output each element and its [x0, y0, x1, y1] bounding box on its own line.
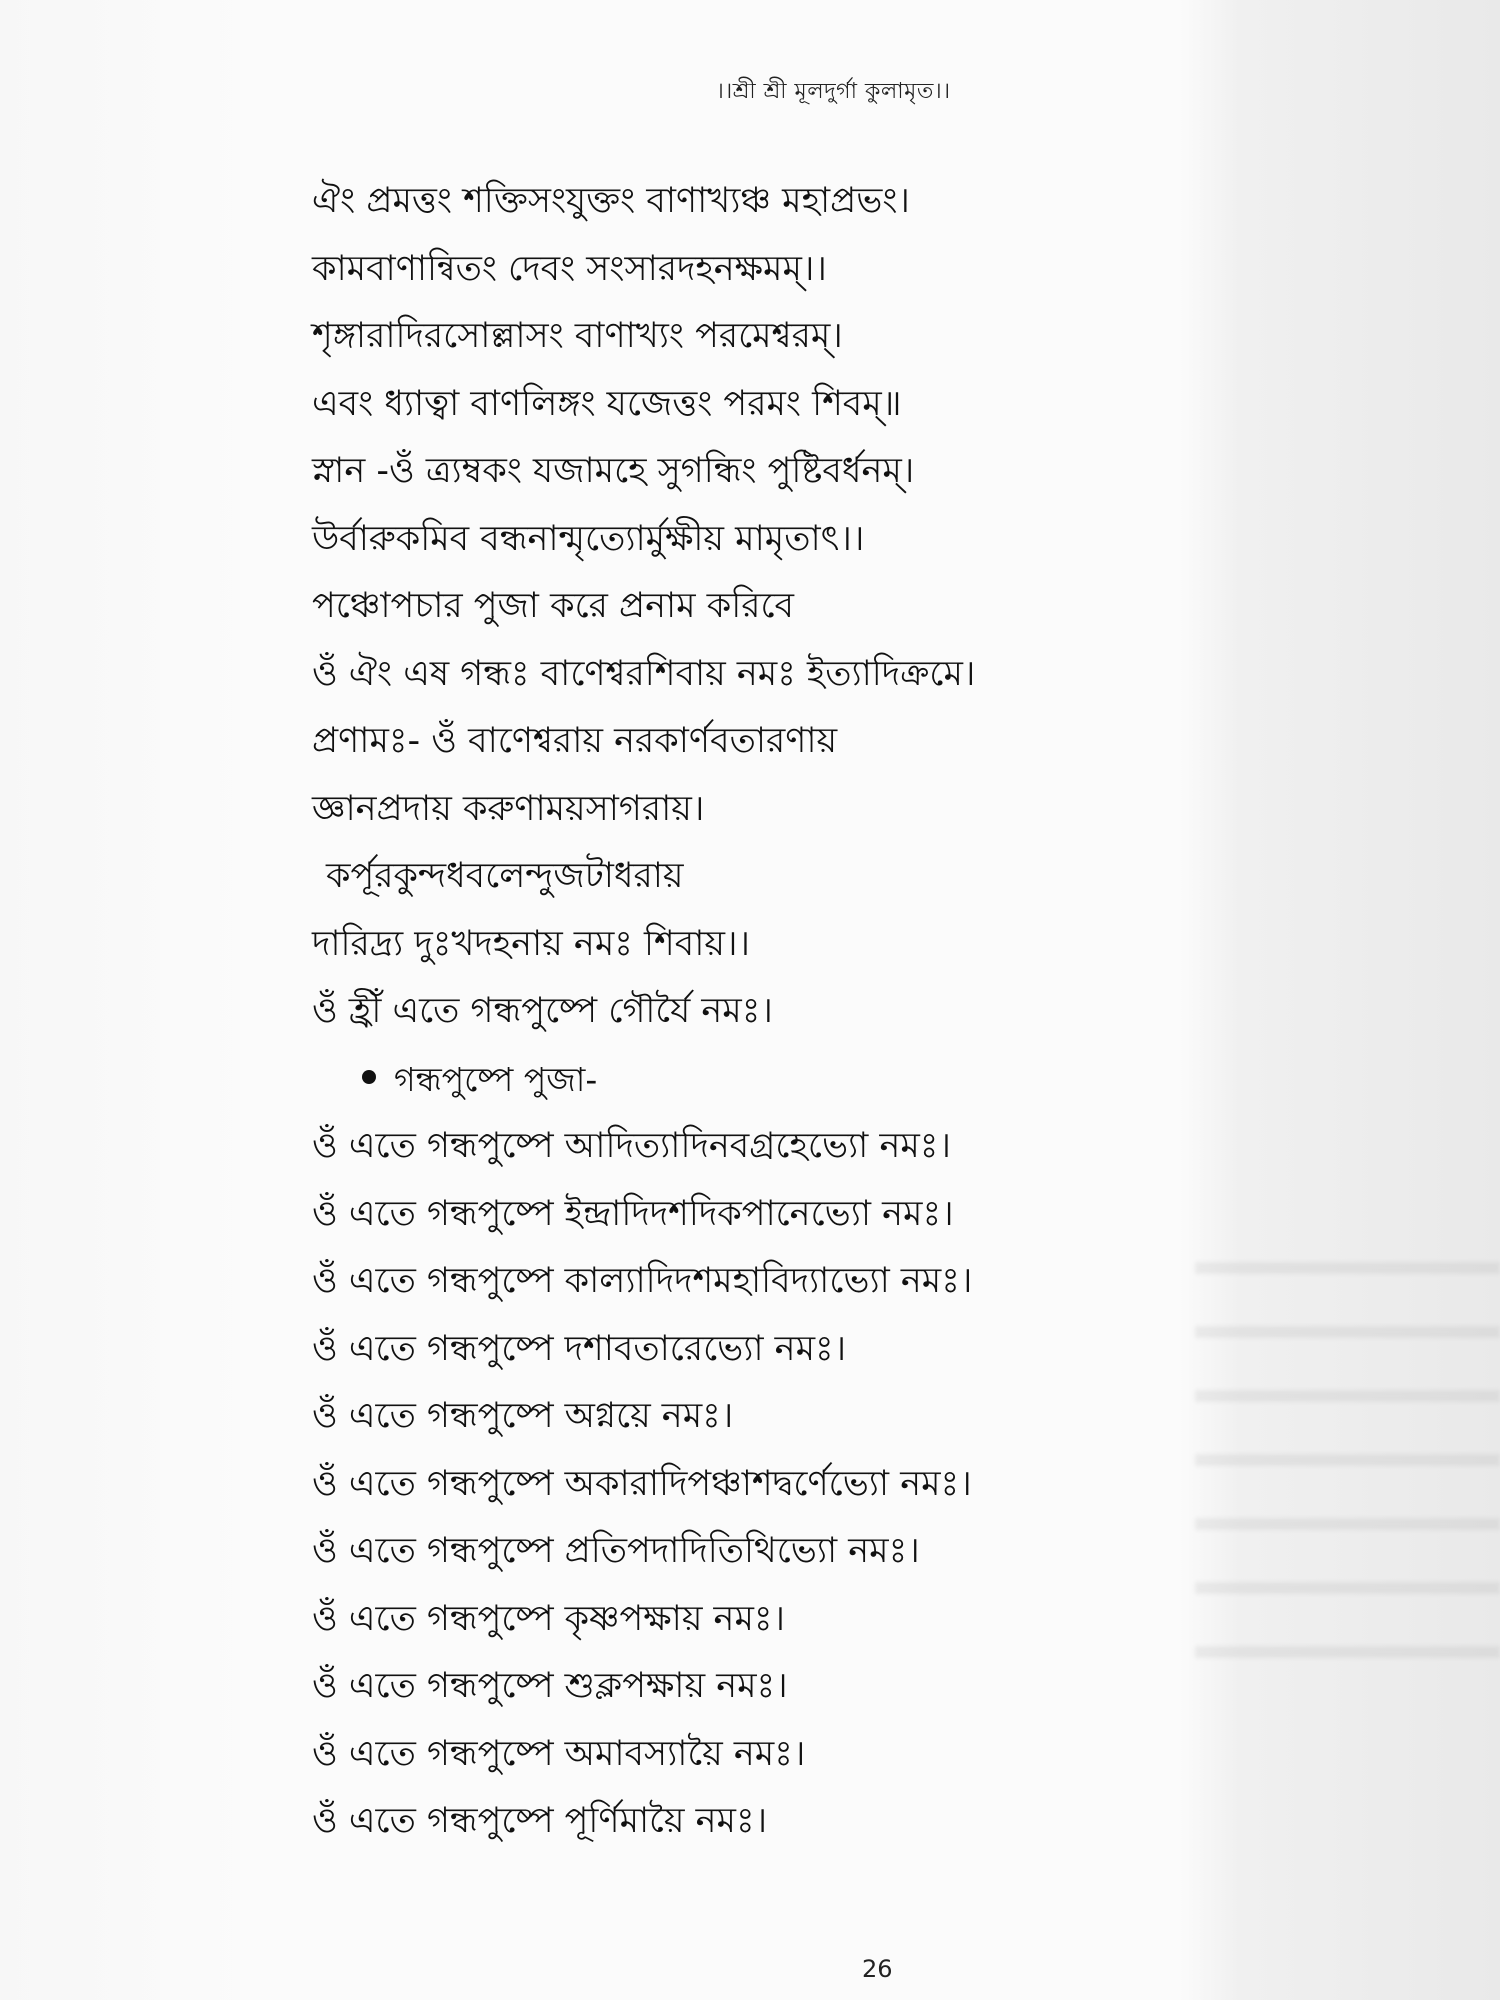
offering-line: ওঁ এতে গন্ধপুষ্পে কৃষ্ণপক্ষায় নমঃ। [312, 1598, 786, 1639]
verse-line: উর্বারুকমিব বন্ধনান্মৃত্যোর্মুক্ষীয় মামৃতাৎ।। [312, 518, 865, 559]
bleed-through-text [1195, 1240, 1500, 1660]
verse-line: স্নান -ওঁ ত্র্যম্বকং যজামহে সুগন্ধিং পুষ্টিবর্ধনম্। [312, 451, 915, 491]
verse-line: দারিদ্র্য দুঃখদহনায় নমঃ শিবায়।। [312, 923, 751, 964]
offering-line: ওঁ এতে গন্ধপুষ্পে পূর্ণিমায়ৈ নমঃ। [312, 1801, 768, 1841]
verse-line: ওঁ হ্রীঁ এতে গন্ধপুষ্পে গৌর্যৈ নমঃ। [312, 991, 773, 1031]
bullet-icon [362, 1070, 376, 1084]
offering-line: ওঁ এতে গন্ধপুষ্পে অমাবস্যায়ৈ নমঃ। [312, 1733, 806, 1774]
offering-line: ওঁ এতে গন্ধপুষ্পে ইন্দ্রাদিদশদিকপানেভ্যো নমঃ। [312, 1193, 954, 1234]
offering-line: ওঁ এতে গন্ধপুষ্পে অকারাদিপঞ্চাশদ্বর্ণেভ্যো নমঃ। [312, 1463, 972, 1504]
instruction-line: পঞ্চোপচার পুজা করে প্রনাম করিবে [312, 586, 795, 626]
running-header: ।।শ্রী শ্রী মূলদুর্গা কুলামৃত।। [716, 79, 951, 104]
bullet-heading-text: গন্ধপুষ্পে পুজা- [394, 1059, 598, 1099]
page-body [312, 168, 1192, 1856]
verse-line: কর্পূরকুন্দধবলেন্দুজটাধরায় [326, 856, 684, 896]
offering-line: ওঁ এতে গন্ধপুষ্পে দশাবতারেভ্যো নমঃ। [312, 1328, 847, 1369]
verse-line: শৃঙ্গারাদিরসোল্লাসং বাণাখ্যং পরমেশ্বরম্। [312, 316, 843, 356]
verse-line: কামবাণান্বিতং দেবং সংসারদহনক্ষমম্।। [312, 248, 827, 289]
verse-line: এবং ধ্যাত্বা বাণলিঙ্গং যজেত্তং পরমং শিবম্॥ [312, 383, 902, 424]
offering-line: ওঁ এতে গন্ধপুষ্পে আদিত্যাদিনবগ্রহেভ্যো নমঃ। [312, 1126, 951, 1166]
pranam-line: প্রণামঃ- ওঁ বাণেশ্বরায় নরকার্ণবতারণায় [312, 721, 838, 761]
verse-line: জ্ঞানপ্রদায় করুণাময়সাগরায়। [312, 788, 705, 829]
verse-line: ঐং প্রমত্তং শক্তিসংযুক্তং বাণাখ্যঞ্চ মহাপ্রভং। [312, 181, 910, 221]
bullet-heading [312, 1046, 1192, 1114]
offering-line: ওঁ এতে গন্ধপুষ্পে অগ্নয়ে নমঃ। [312, 1396, 734, 1436]
offering-line: ওঁ এতে গন্ধপুষ্পে শুক্লপক্ষায় নমঃ। [312, 1666, 788, 1706]
offering-line: ওঁ এতে গন্ধপুষ্পে প্রতিপদাদিতিথিভ্যো নমঃ। [312, 1531, 920, 1571]
verse-line: ওঁ ঐং এষ গন্ধঃ বাণেশ্বরশিবায় নমঃ ইত্যাদিক্রমে। [312, 653, 976, 694]
offering-line: ওঁ এতে গন্ধপুষ্পে কাল্যাদিদশমহাবিদ্যাভ্যো নমঃ। [312, 1261, 973, 1301]
page-number: 26 [862, 1955, 893, 1983]
